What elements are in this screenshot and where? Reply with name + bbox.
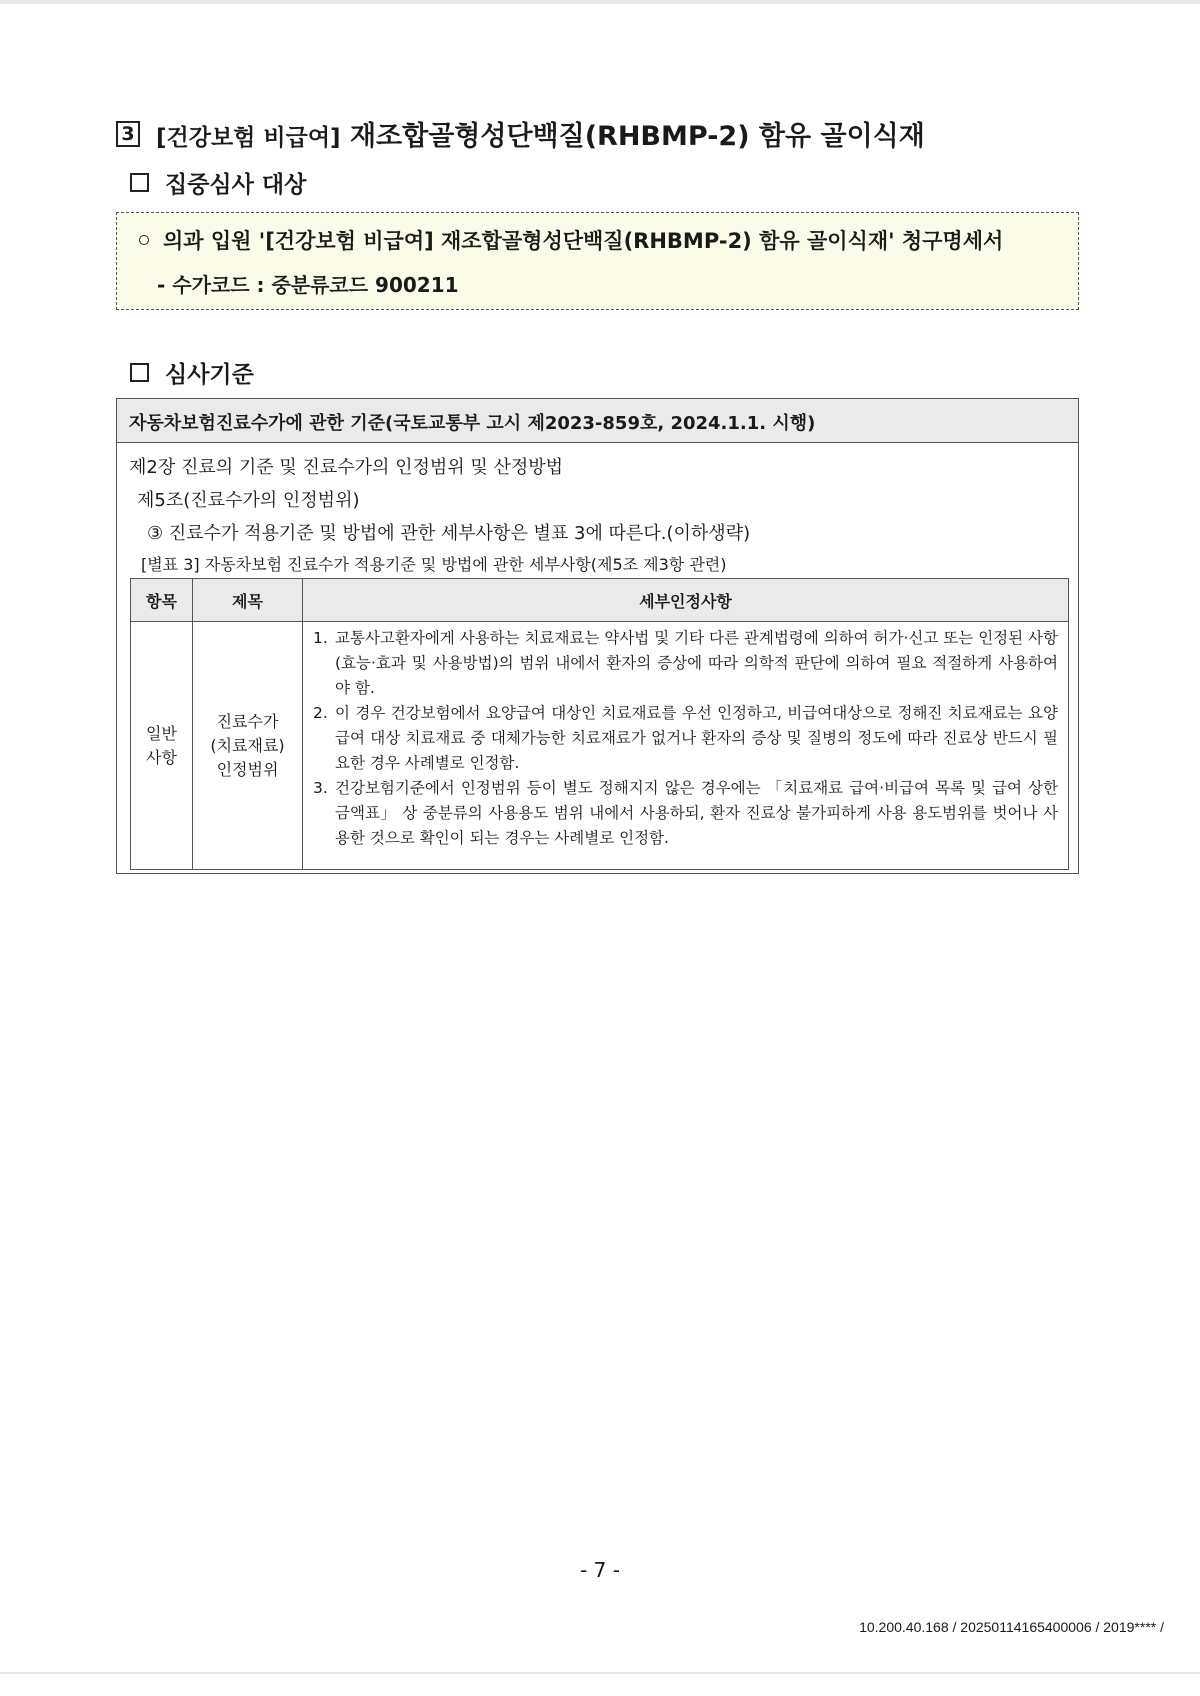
criteria-header: 자동차보험진료수가에 관한 기준(국토교통부 고시 제2023-859호, 2024.1.1. 시행) bbox=[117, 399, 1078, 443]
document-title bbox=[116, 114, 925, 153]
target-line-2: - 수가코드 : 중분류코드 900211 bbox=[157, 273, 459, 297]
article-line: 제5조(진료수가의 인정범위) bbox=[137, 490, 360, 511]
header-details: 세부인정사항 bbox=[303, 579, 1069, 622]
cell-category: 일반 사항 bbox=[131, 622, 193, 870]
section-number-box: 3 bbox=[116, 121, 140, 147]
circle-bullet-icon bbox=[139, 235, 149, 245]
page-number: - 7 - bbox=[580, 1558, 620, 1582]
list-item: 1. 교통사고환자에게 사용하는 치료재료는 약사법 및 기타 다른 관계법령에 의하여 허가·신고 또는 인정된 사항(효능·효과 및 사용방법)의 범위 내에서 환자의 증상에 따라 의학적 판단에 의하여 필요 적절하게 사용하여야 함. bbox=[313, 629, 1058, 697]
cell-subject: 진료수가 (치료재료) 인정범위 bbox=[193, 622, 303, 870]
table-header-row bbox=[131, 579, 1069, 622]
page-bottom-edge bbox=[0, 1672, 1200, 1674]
clause-line: ③ 진료수가 적용기준 및 방법에 관한 세부사항은 별표 3에 따른다.(이하생략) bbox=[147, 523, 751, 544]
checkbox-square-icon bbox=[130, 363, 149, 382]
table-row bbox=[131, 622, 1069, 870]
detail-table bbox=[130, 578, 1069, 870]
target-box bbox=[116, 212, 1079, 310]
header-category: 항목 bbox=[131, 579, 193, 622]
header-subject: 제목 bbox=[193, 579, 303, 622]
page-top-edge bbox=[0, 0, 1200, 4]
target-line-1: 의과 입원 '[건강보험 비급여] 재조합골형성단백질(RHBMP-2) 함유 골이식재' 청구명세서 bbox=[139, 225, 1003, 255]
footer-identifier: 10.200.40.168 / 20250114165400006 / 2019**** / bbox=[859, 1619, 1164, 1635]
checkbox-square-icon bbox=[130, 173, 149, 192]
target-heading: 집중심사 대상 bbox=[130, 166, 306, 199]
criteria-heading: 심사기준 bbox=[130, 356, 254, 389]
annex-caption: [별표 3] 자동차보험 진료수가 적용기준 및 방법에 관한 세부사항(제5조 제3항 관련) bbox=[141, 555, 727, 574]
chapter-line: 제2장 진료의 기준 및 진료수가의 인정범위 및 산정방법 bbox=[129, 457, 564, 478]
title-main: 재조합골형성단백질(RHBMP-2) 함유 골이식재 bbox=[349, 121, 925, 152]
cell-details bbox=[303, 622, 1069, 870]
title-prefix: [건강보험 비급여] bbox=[156, 125, 341, 151]
list-item: 2. 이 경우 건강보험에서 요양급여 대상인 치료재료를 우선 인정하고, 비급여대상으로 정해진 치료재료는 요양급여 대상 치료재료 중 대체가능한 치료재료가 없거나 환자의 증상 및 질병의 정도에 따라 진료상 반드시 필요한 경우 사례별로 인정함. bbox=[313, 704, 1058, 772]
list-item: 3. 건강보험기준에서 인정범위 등이 별도 정해지지 않은 경우에는 「치료재료 급여·비급여 목록 및 급여 상한금액표」 상 중분류의 사용용도 범위 내에서 사용하되, 환자 진료상 불가피하게 사용 용도범위를 벗어나 사용한 것으로 확인이 되는 경우는 사례별로 인정함. bbox=[313, 779, 1058, 847]
